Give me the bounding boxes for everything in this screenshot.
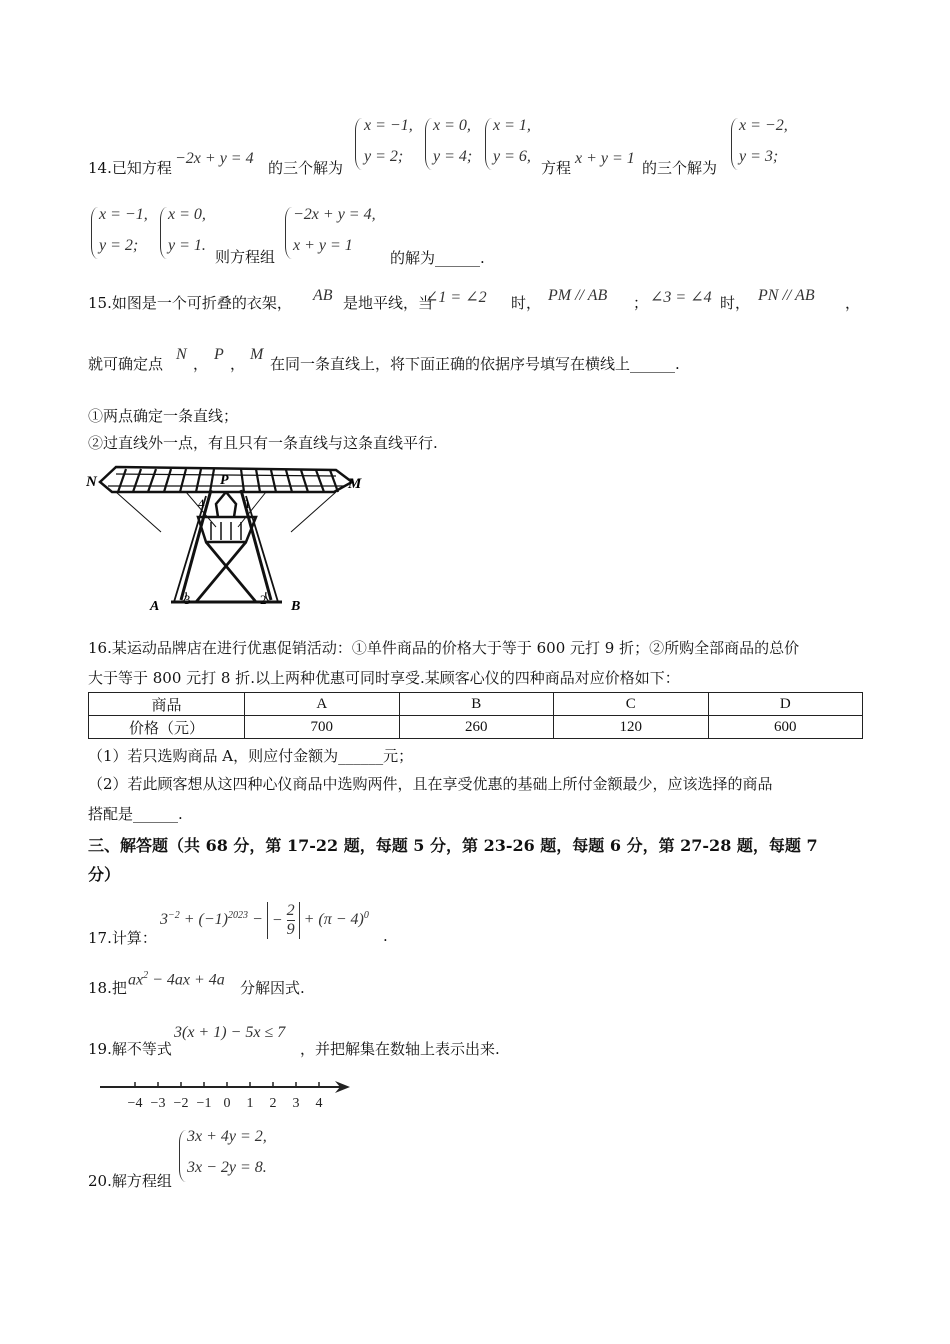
q16-sub-2: （2）若此顾客想从这四种心仪商品中选购两件，且在享受优惠的基础上所付金额最少，应该选择的商品: [88, 775, 773, 793]
solution-line: x = 0,: [168, 206, 206, 223]
system-line: 3x + 4y = 2,: [187, 1128, 267, 1145]
q15-text: 15.如图是一个可折叠的衣架，: [88, 294, 292, 312]
brace: [160, 207, 167, 259]
table-cell: 700: [245, 716, 400, 739]
number-line-label: 4: [315, 1096, 323, 1111]
q16-sub-2: 搭配是______.: [88, 805, 183, 823]
system-line: x + y = 1: [293, 237, 353, 254]
label-M: M: [348, 476, 362, 492]
q15-text: 时，: [720, 294, 751, 312]
solution-line: y = 3;: [739, 148, 779, 165]
number-line-label: 1: [246, 1096, 254, 1111]
q18-expression: [128, 970, 225, 989]
label-B: B: [291, 599, 301, 614]
table-cell: 商品: [89, 693, 245, 716]
math-P: P: [214, 346, 224, 363]
q18-label: 18.把: [88, 979, 127, 997]
solution-line: y = 4;: [433, 148, 473, 165]
label-angle-1: 1: [244, 496, 251, 511]
q16-text: 大于等于 800 元打 8 折.以上两种优惠可同时享受.某顾客心仪的四种商品对应价格如下：: [88, 669, 680, 687]
section-heading: 三、解答题（共 68 分，第 17-22 题，每题 5 分，第 23-26 题，每题 6 分，第 27-28 题，每题 7: [88, 836, 818, 855]
system-line: 3x − 2y = 8.: [187, 1159, 267, 1176]
price-table: [88, 692, 863, 739]
q15-option-2: ②过直线外一点，有且只有一条直线与这条直线平行.: [88, 434, 438, 452]
q14-equation-2: x + y = 1: [575, 150, 635, 167]
q17-label: 17.计算：: [88, 929, 157, 947]
expr-exp: 2023: [228, 909, 248, 921]
brace: [285, 207, 292, 259]
q17-expression: $3^{-2} + (-1)^{2023}$ − − $\frac{2}{9}$ + $(\pi - 4)^0$: [160, 902, 369, 938]
expr-exp: −2: [168, 909, 180, 921]
solution-line: y = 2;: [99, 237, 139, 254]
q15-text: ，: [193, 355, 209, 373]
brace: [179, 1130, 186, 1182]
number-line-label: −2: [173, 1096, 189, 1111]
brace: [731, 118, 738, 170]
number-line-label: −4: [127, 1096, 143, 1111]
expr-part: + (−1): [183, 911, 228, 929]
q19-text: ，并把解集在数轴上表示出来.: [300, 1040, 500, 1058]
number-line-label: 3: [292, 1096, 300, 1111]
expr-part: −: [252, 911, 263, 929]
fraction-numerator: 2: [286, 902, 295, 919]
expr-part: − 4ax + 4a: [152, 971, 225, 989]
table-cell: 120: [554, 716, 709, 739]
number-line: [95, 1075, 360, 1115]
math-parallel: PN // AB: [758, 287, 815, 304]
q14-equation-1: −2x + y = 4: [175, 150, 254, 167]
q15-text: 是地平线，当: [343, 294, 434, 312]
q16-text: 16.某运动品牌店在进行优惠促销活动：①单件商品的价格大于等于 600 元打 9 折；②所购全部商品的总价: [88, 639, 800, 657]
system-line: −2x + y = 4,: [293, 206, 376, 223]
q14-text: 的三个解为: [268, 159, 344, 177]
math-M: M: [250, 346, 264, 363]
q14-intro: 14.已知方程: [88, 159, 172, 177]
math-angle-eq: ∠3 = ∠4: [650, 289, 712, 306]
expr-exp: 2: [143, 970, 149, 981]
table-cell: 600: [708, 716, 863, 739]
solution-line: y = 1.: [168, 237, 206, 254]
expr-part: 3: [160, 911, 168, 929]
table-cell: 260: [399, 716, 554, 739]
q14-answer-blank: 的解为______.: [390, 249, 485, 267]
label-A: A: [150, 599, 160, 614]
expr-part: + (π − 4): [303, 911, 364, 929]
label-N: N: [86, 474, 97, 490]
q15-text: 时，: [511, 294, 542, 312]
q15-text: 就可确定点: [88, 355, 164, 373]
table-cell: 价格（元）: [89, 716, 245, 739]
solution-line: y = 2;: [364, 148, 404, 165]
q16-sub-1: （1）若只选购商品 A，则应付金额为______元；: [88, 747, 414, 765]
solution-line: x = −1,: [99, 206, 148, 223]
table-cell: B: [399, 693, 554, 716]
label-angle-2: 2: [260, 592, 267, 607]
solution-line: x = −1,: [364, 117, 413, 134]
q20-label: 20.解方程组: [88, 1172, 172, 1190]
math-AB: AB: [313, 287, 333, 304]
q18-text: 分解因式.: [240, 979, 305, 997]
q14-text: 的三个解为: [642, 159, 718, 177]
table-row: [89, 716, 863, 739]
section-heading: 分）: [88, 865, 121, 884]
q15-option-1: ①两点确定一条直线；: [88, 407, 239, 425]
q15-text: ，: [230, 355, 246, 373]
label-P: P: [220, 473, 229, 488]
q15-text: ，: [845, 294, 861, 312]
number-line-label: −1: [196, 1096, 212, 1111]
q14-text: 则方程组: [215, 248, 276, 266]
brace: [425, 118, 432, 170]
math-angle-eq: ∠1 = ∠2: [425, 289, 487, 306]
solution-line: y = 6,: [493, 148, 531, 165]
solution-line: x = −2,: [739, 117, 788, 134]
q19-inequality: 3(x + 1) − 5x ≤ 7: [174, 1024, 286, 1041]
brace: [91, 207, 98, 259]
expr-exp: 0: [363, 909, 369, 921]
solution-line: x = 0,: [433, 117, 471, 134]
table-cell: A: [245, 693, 400, 716]
expr-part: ax: [128, 971, 144, 989]
clothes-rack-figure: [86, 462, 376, 622]
brace: [355, 118, 362, 170]
table-cell: C: [554, 693, 709, 716]
number-line-label: 0: [223, 1096, 231, 1111]
math-parallel: PM // AB: [548, 287, 608, 304]
q14-text: 方程: [541, 159, 572, 177]
table-cell: D: [708, 693, 863, 716]
q17-end: .: [383, 927, 388, 945]
number-line-label: −3: [150, 1096, 166, 1111]
solution-line: x = 1,: [493, 117, 531, 134]
label-angle-4: 4: [198, 496, 205, 511]
table-header-row: [89, 693, 863, 716]
brace: [485, 118, 492, 170]
q15-text: ；: [633, 294, 649, 312]
fraction-denominator: 9: [286, 921, 295, 938]
number-line-label: 2: [269, 1096, 277, 1111]
q19-label: 19.解不等式: [88, 1040, 172, 1058]
q15-text: 在同一条直线上，将下面正确的依据序号填写在横线上______.: [270, 355, 680, 373]
math-N: N: [176, 346, 187, 363]
label-angle-3: 3: [184, 592, 191, 607]
